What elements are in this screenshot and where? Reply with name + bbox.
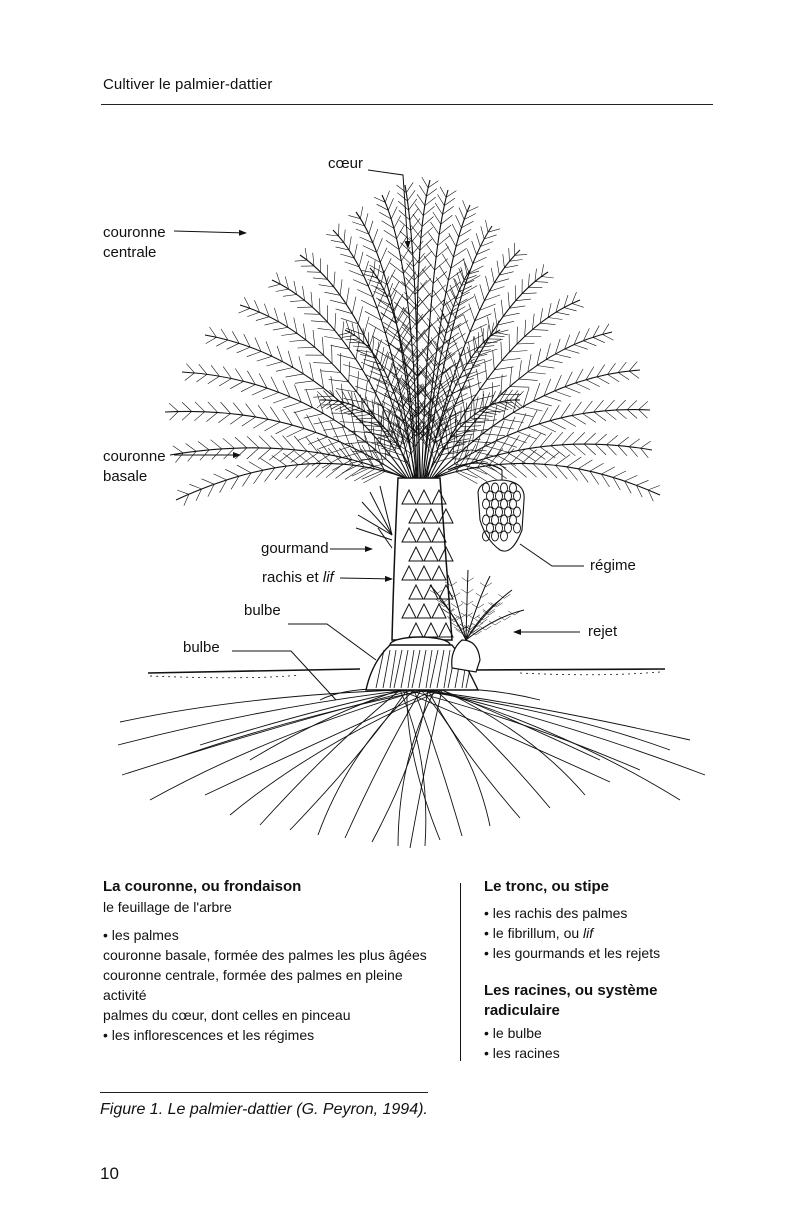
label-rejet: rejet [588,623,618,640]
label-couronne-basale-line2: basale [103,468,148,485]
legend-crown-heading: La couronne, ou frondaison [103,878,302,895]
label-rachis-et-lif [262,569,336,586]
legend-trunk-item: • les rachis des palmes [484,905,628,921]
label-lif-text: lif [322,569,334,586]
palm-tree-illustration [0,130,800,850]
gourmand-drawing [356,486,392,548]
legend-lif-text: lif [583,925,594,941]
legend-divider [460,883,461,1061]
legend-roots-heading: Les racines, ou système radiculaire [484,982,658,1019]
legend-trunk-item [484,923,704,943]
legend-crown-line: couronne centrale, formée des palmes en pleine activité [103,967,403,1003]
legend-roots-item: • le bulbe [484,1025,542,1041]
page-number: 10 [100,1164,119,1183]
legend-crown-item-palmes: • les palmes [103,927,179,943]
caption-rule [100,1092,428,1093]
trunk-drawing [390,478,453,653]
legend-fibrillum-text: • le fibrillum, ou [484,925,584,941]
label-couronne-basale-line1: couronne [103,448,166,465]
legend-crown-item-inflorescences: • les inflorescences et les régimes [103,1027,315,1043]
legend-trunk-heading: Le tronc, ou stipe [484,878,610,895]
fronds-drawing [165,177,660,506]
legend-trunk-roots [484,877,704,1063]
legend-crown [103,877,443,1045]
label-bulbe-lower: bulbe [183,639,220,656]
label-couronne-centrale-line1: couronne [103,224,166,241]
label-regime: régime [590,557,636,574]
regime-drawing [448,463,524,551]
legend-roots-item: • les racines [484,1045,560,1061]
figure-caption: Figure 1. Le palmier-dattier (G. Peyron, 1994). [100,1101,428,1118]
label-rachis-et-text: rachis et [262,569,323,586]
legend-crown-line: palmes du cœur, dont celles en pinceau [103,1007,351,1023]
legend-crown-subtitle: le feuillage de l'arbre [103,899,232,915]
legend-trunk-item: • les gourmands et les rejets [484,945,661,961]
header-rule [101,104,713,105]
label-bulbe-upper: bulbe [244,602,281,619]
label-coeur: cœur [328,155,363,172]
legend-crown-line: couronne basale, formée des palmes les plus âgées [103,947,427,963]
label-gourmand: gourmand [261,540,329,557]
running-head: Cultiver le palmier-dattier [103,76,273,93]
roots-drawing [118,689,705,848]
label-couronne-centrale-line2: centrale [103,244,157,261]
